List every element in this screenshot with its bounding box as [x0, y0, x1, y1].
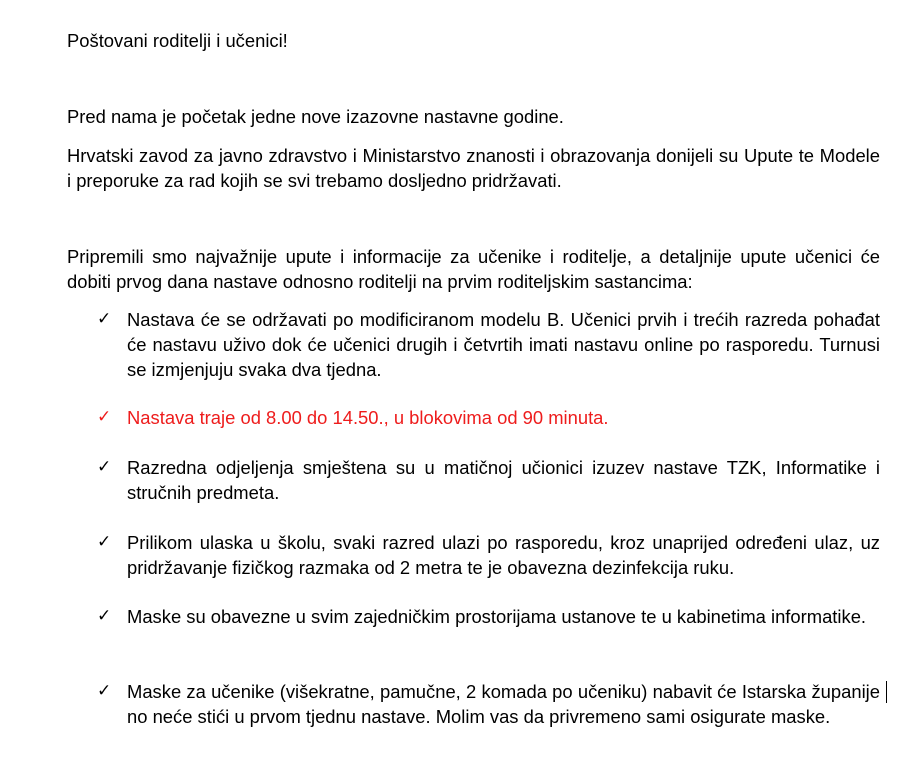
- checkmark-icon: ✓: [97, 407, 112, 427]
- list-item-text: Nastava će se održavati po modificiranom modelu B. Učenici prvih i trećih razreda pohađat će nastavu uživo dok će učenici drugih i četvrtih imati nastavu online po rasporedu. Turnusi se izmjenjuju svaka dva tjedna.: [127, 309, 880, 380]
- list-item-text: Prilikom ulaska u školu, svaki razred ulazi po rasporedu, kroz unaprijed određeni ulaz, uz pridržavanje fizičkog razmaka od 2 metra te je obavezna dezinfekcija ruku.: [127, 532, 880, 578]
- intro-paragraph: Pred nama je početak jedne nove izazovne nastavne godine.: [67, 106, 564, 127]
- list-item-text: Maske za učenike (višekratne, pamučne, 2 komada po učeniku) nabavit će Istarska županije no neće stići u prvom tjednu nastave. Molim vas da privremeno sami osigurate maske.: [127, 681, 880, 727]
- list-item-text: Maske su obavezne u svim zajedničkim prostorijama ustanove te u kabinetima informatike.: [127, 606, 867, 627]
- checkmark-icon: ✓: [97, 681, 112, 701]
- checkmark-icon: ✓: [97, 457, 112, 477]
- checkmark-icon: ✓: [97, 532, 112, 552]
- text-cursor: [886, 681, 887, 703]
- preparation-paragraph: Pripremili smo najvažnije upute i informacije za učenike i roditelje, a detaljnije upute učenici će dobiti prvog dana nastave odnosno roditelji na prvim roditeljskim sastancima:: [67, 246, 880, 292]
- list-item-text: Nastava traje od 8.00 do 14.50., u blokovima od 90 minuta.: [127, 407, 609, 428]
- checkmark-icon: ✓: [97, 309, 112, 329]
- checkmark-icon: ✓: [97, 606, 112, 626]
- greeting-line: Poštovani roditelji i učenici!: [67, 30, 288, 51]
- list-item-text: Razredna odjeljenja smještena su u matičnoj učionici izuzev nastave TZK, Informatike i stručnih predmeta.: [127, 457, 880, 503]
- guidelines-paragraph: Hrvatski zavod za javno zdravstvo i Ministarstvo znanosti i obrazovanja donijeli su Upute te Modele i preporuke za rad kojih se svi trebamo dosljedno pridržavati.: [67, 145, 880, 191]
